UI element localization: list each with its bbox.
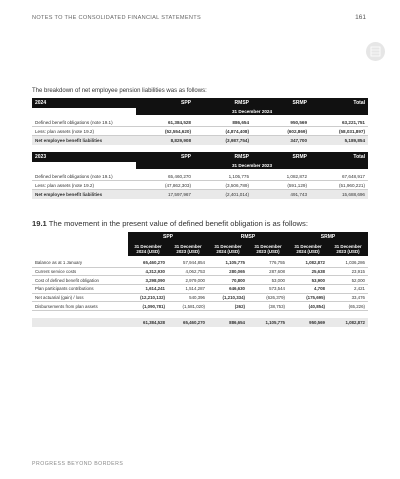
- section-heading: [32, 219, 308, 228]
- col-total: Total: [310, 152, 368, 162]
- column-header-row: [32, 241, 368, 256]
- date-row: [32, 162, 368, 169]
- total-row: Net employee benefit liabilities 17,597,967 (2,401,014) 491,743 15,688,696: [32, 190, 368, 200]
- group-srmp: SRMP: [288, 232, 368, 241]
- col-srmp: SRMP: [252, 152, 310, 162]
- total-row: Net employee benefit liabilities 8,829,908 (3,987,754) 347,700 5,189,854: [32, 136, 368, 146]
- col-spp: SPP: [136, 152, 194, 162]
- col-header: 31 December 2024 (USD): [208, 241, 248, 256]
- pension-liabilities-2024-table: [32, 98, 368, 145]
- col-spp: SPP: [136, 98, 194, 108]
- col-total: Total: [310, 98, 368, 108]
- total-row: 61,384,528 65,460,270 886,654 1,105,775 950,569 1,082,872: [32, 318, 368, 327]
- table-row: Less: plan assets (note 19.2) (47,862,303) (3,506,789) (591,129) (51,960,221): [32, 181, 368, 190]
- col-rmsp: RMSP: [194, 152, 252, 162]
- dbo-movement-table: [32, 232, 368, 327]
- group-rmsp: RMSP: [208, 232, 288, 241]
- col-header: 31 December 2023 (USD): [248, 241, 288, 256]
- table-row: Current service costs 4,312,930 4,062,753 280,065 287,608 25,638 23,915: [32, 267, 368, 276]
- table-row: Cost of defined benefit obligation 3,298,090 2,979,000 70,800 53,000 53,900 52,000: [32, 276, 368, 285]
- table-row: Balance as at 1 January 65,460,270 57,944,854 1,105,775 776,755 1,082,872 1,036,286: [32, 259, 368, 267]
- table-row: Defined benefit obligations (note 19.1) 65,460,270 1,105,775 1,082,872 67,648,917: [32, 172, 368, 181]
- section-title: The movement in the present value of defined benefit obligation is as follows:: [48, 219, 308, 228]
- table-header-row: [32, 152, 368, 162]
- pension-liabilities-2023-table: [32, 152, 368, 199]
- intro-text: The breakdown of net employee pension liabilities was as follows:: [32, 88, 207, 94]
- date-row: [32, 108, 368, 115]
- table-row: Net actuarial (gain) / loss (12,210,132) 540,396 (1,210,334) (626,379) (175,695) 33,476: [32, 293, 368, 302]
- col-rmsp: RMSP: [194, 98, 252, 108]
- year-label: 2023: [32, 152, 136, 162]
- table-row: Disbursements from plan assets (1,090,781) (1,581,020) (262) (38,753) (40,854) (65,226): [32, 302, 368, 311]
- col-header: 31 December 2024 (USD): [128, 241, 168, 256]
- table-row: Less: plan assets (note 19.2) (52,554,620) (4,874,408) (602,869) (58,031,897): [32, 127, 368, 136]
- date-label: 31 December 2024: [136, 108, 368, 115]
- company-seal-icon: [366, 42, 385, 61]
- col-srmp: SRMP: [252, 98, 310, 108]
- col-header: 31 December 2024 (USD): [288, 241, 328, 256]
- date-label: 31 December 2023: [136, 162, 368, 169]
- section-number: 19.1: [32, 219, 47, 228]
- table-row: Plan participants contributions 1,614,241 1,514,287 646,630 573,544 4,708 2,421: [32, 285, 368, 294]
- col-header: 31 December 2023 (USD): [168, 241, 208, 256]
- group-spp: SPP: [128, 232, 208, 241]
- group-header-row: [32, 232, 368, 241]
- footer-text: PROGRESS BEYOND BORDERS: [32, 461, 124, 467]
- col-header: 31 December 2023 (USD): [328, 241, 368, 256]
- table-row: Defined benefit obligations (note 19.1) 61,384,528 886,654 950,569 63,221,751: [32, 118, 368, 127]
- table-header-row: [32, 98, 368, 108]
- year-label: 2024: [32, 98, 136, 108]
- page-number: 161: [355, 14, 366, 21]
- running-header: NOTES TO THE CONSOLIDATED FINANCIAL STATEMENTS: [32, 15, 201, 21]
